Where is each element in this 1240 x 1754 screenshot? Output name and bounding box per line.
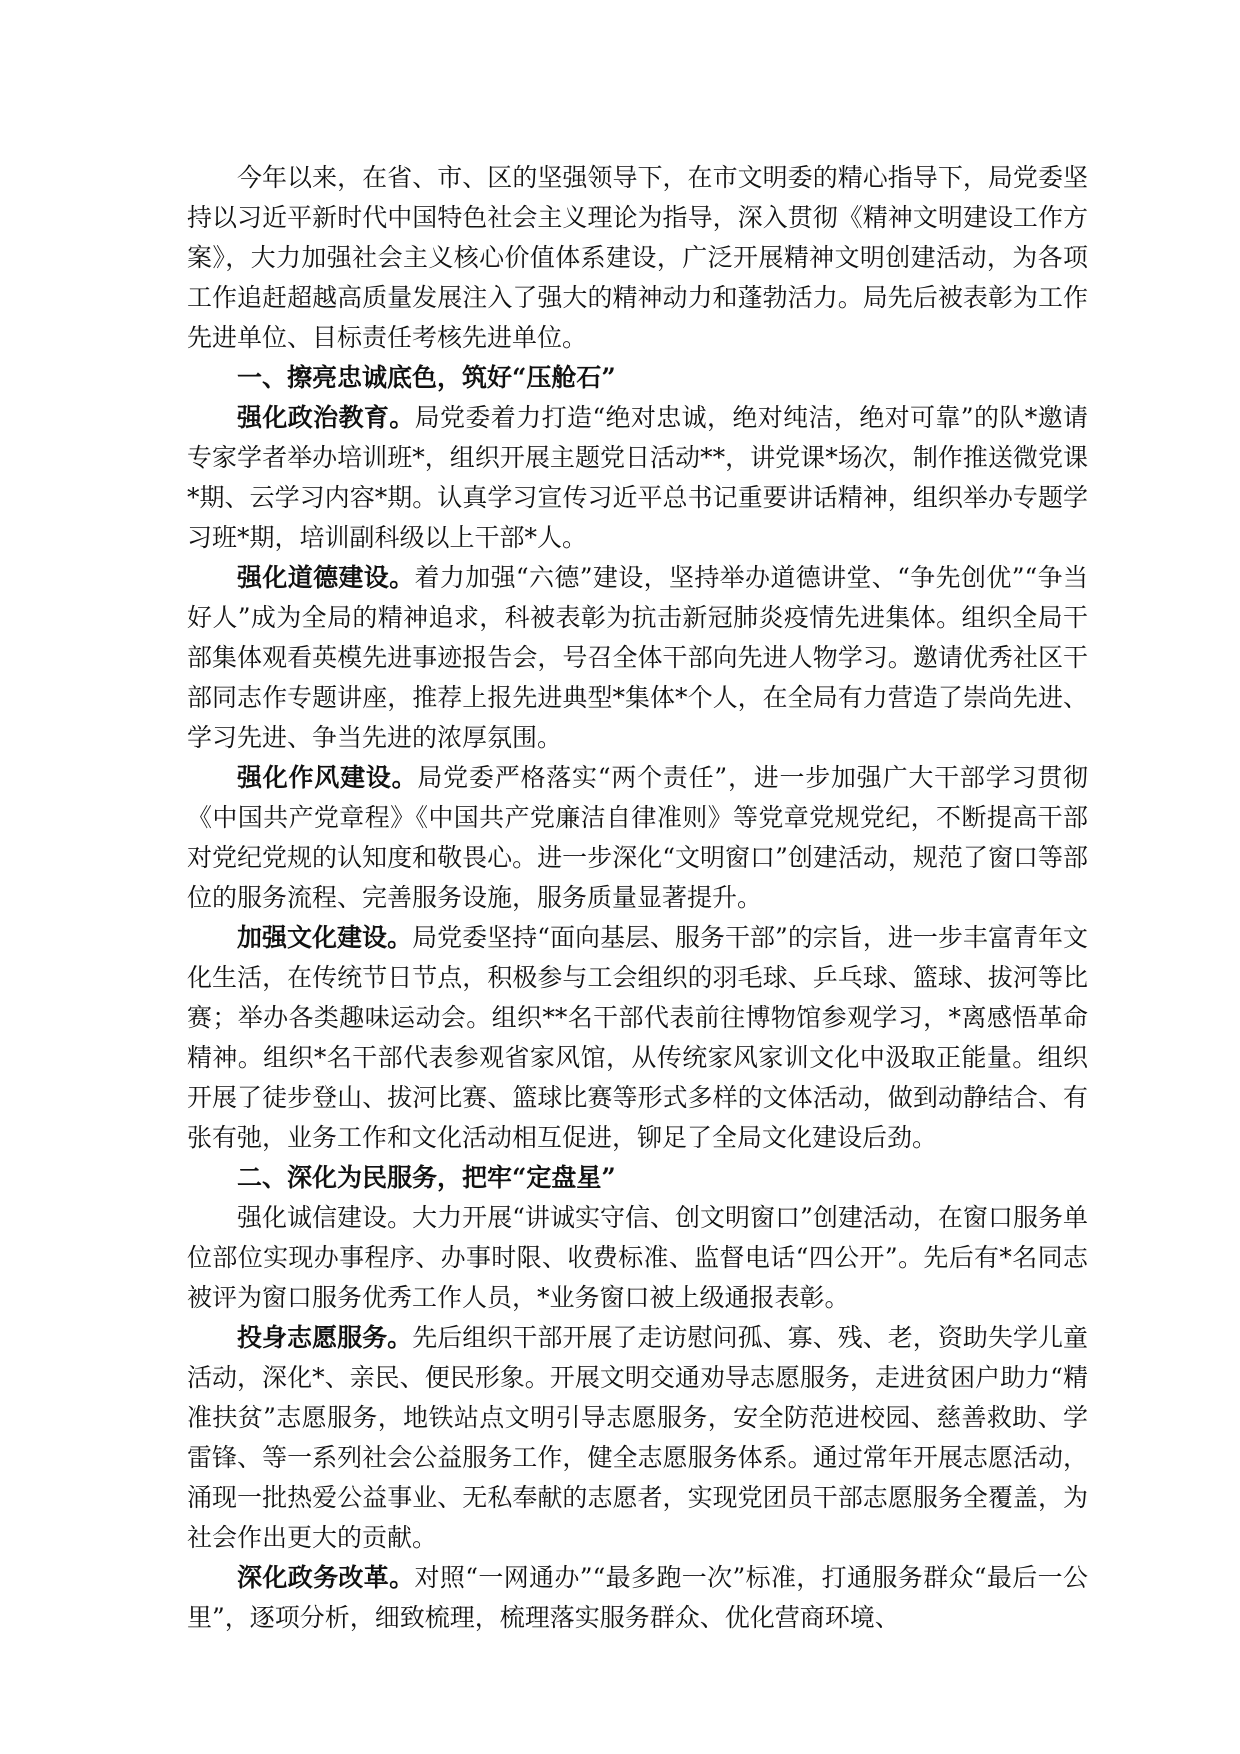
paragraph-political-education: [187, 398, 1088, 558]
paragraph-lead: 强化道德建设。: [237, 563, 415, 592]
paragraph-moral-building: [187, 558, 1088, 758]
paragraph-text: 局党委严格落实“两个责任”，进一步加强广大干部学习贯彻《中国共产党章程》《中国共产党廉洁自律准则》等党章党规党纪，不断提高干部对党纪党规的认知度和敬畏心。进一步深化“文明窗口”创建活动，规范了窗口等部位的服务流程、完善服务设施，服务质量显著提升。: [187, 763, 1088, 912]
paragraph-lead: 投身志愿服务。: [237, 1323, 413, 1352]
document-body: [187, 158, 1088, 1638]
section-heading-1: 一、擦亮忠诚底色，筑好“压舱石”: [237, 363, 616, 392]
paragraph-volunteer-service: [187, 1318, 1088, 1558]
paragraph-text: 对照“一网通办”“最多跑一次”标准，打通服务群众“最后一公里”，逐项分析，细致梳理，梳理落实服务群众、优化营商环境、: [187, 1563, 1088, 1632]
paragraph-lead: 强化政治教育。: [237, 403, 415, 432]
paragraph-culture-building: [187, 918, 1088, 1158]
section-heading-2: 二、深化为民服务，把牢“定盘星”: [237, 1163, 616, 1192]
paragraph-work-style: [187, 758, 1088, 918]
paragraph-lead: 强化作风建设。: [237, 763, 418, 792]
paragraph-text: 先后组织干部开展了走访慰问孤、寡、残、老，资助失学儿童活动，深化*、亲民、便民形象。开展文明交通劝导志愿服务，走进贫困户助力“精准扶贫”志愿服务，地铁站点文明引导志愿服务，安全防范进校园、慈善救助、学雷锋、等一系列社会公益服务工作，健全志愿服务体系。通过常年开展志愿活动，涌现一批热爱公益事业、无私奉献的志愿者，实现党团员干部志愿服务全覆盖，为社会作出更大的贡献。: [187, 1323, 1088, 1552]
paragraph-text: 局党委着力打造“绝对忠诚，绝对纯洁，绝对可靠”的队*邀请专家学者举办培训班*，组织开展主题党日活动**，讲党课*场次，制作推送微党课*期、云学习内容*期。认真学习宣传习近平总书记重要讲话精神，组织举办专题学习班*期，培训副科级以上干部*人。: [187, 403, 1088, 552]
paragraph-lead: 深化政务改革。: [237, 1563, 415, 1592]
paragraph-text: 局党委坚持“面向基层、服务干部”的宗旨，进一步丰富青年文化生活，在传统节日节点，积极参与工会组织的羽毛球、乒乓球、篮球、拔河等比赛；举办各类趣味运动会。组织**名干部代表前往博物馆参观学习，*离感悟革命精神。组织*名干部代表参观省家风馆，从传统家风家训文化中汲取正能量。组织开展了徒步登山、拔河比赛、篮球比赛等形式多样的文体活动，做到动静结合、有张有弛，业务工作和文化活动相互促进，铆足了全局文化建设后劲。: [187, 923, 1088, 1152]
paragraph-government-reform: [187, 1558, 1088, 1638]
paragraph-text: 着力加强“六德”建设，坚持举办道德讲堂、“争先创优”“争当好人”成为全局的精神追求，科被表彰为抗击新冠肺炎疫情先进集体。组织全局干部集体观看英模先进事迹报告会，号召全体干部向先进人物学习。邀请优秀社区干部同志作专题讲座，推荐上报先进典型*集体*个人，在全局有力营造了崇尚先进、学习先进、争当先进的浓厚氛围。: [187, 563, 1088, 752]
intro-paragraph: 今年以来，在省、市、区的坚强领导下，在市文明委的精心指导下，局党委坚持以习近平新时代中国特色社会主义理论为指导，深入贯彻《精神文明建设工作方案》，大力加强社会主义核心价值体系建设，广泛开展精神文明创建活动，为各项工作追赶超越高质量发展注入了强大的精神动力和蓬勃活力。局先后被表彰为工作先进单位、目标责任考核先进单位。: [187, 163, 1088, 352]
paragraph-integrity-building: 强化诚信建设。大力开展“讲诚实守信、创文明窗口”创建活动，在窗口服务单位部位实现办事程序、办事时限、收费标准、监督电话“四公开”。先后有*名同志被评为窗口服务优秀工作人员，*业务窗口被上级通报表彰。: [187, 1203, 1088, 1312]
paragraph-lead: 加强文化建设。: [237, 923, 413, 952]
